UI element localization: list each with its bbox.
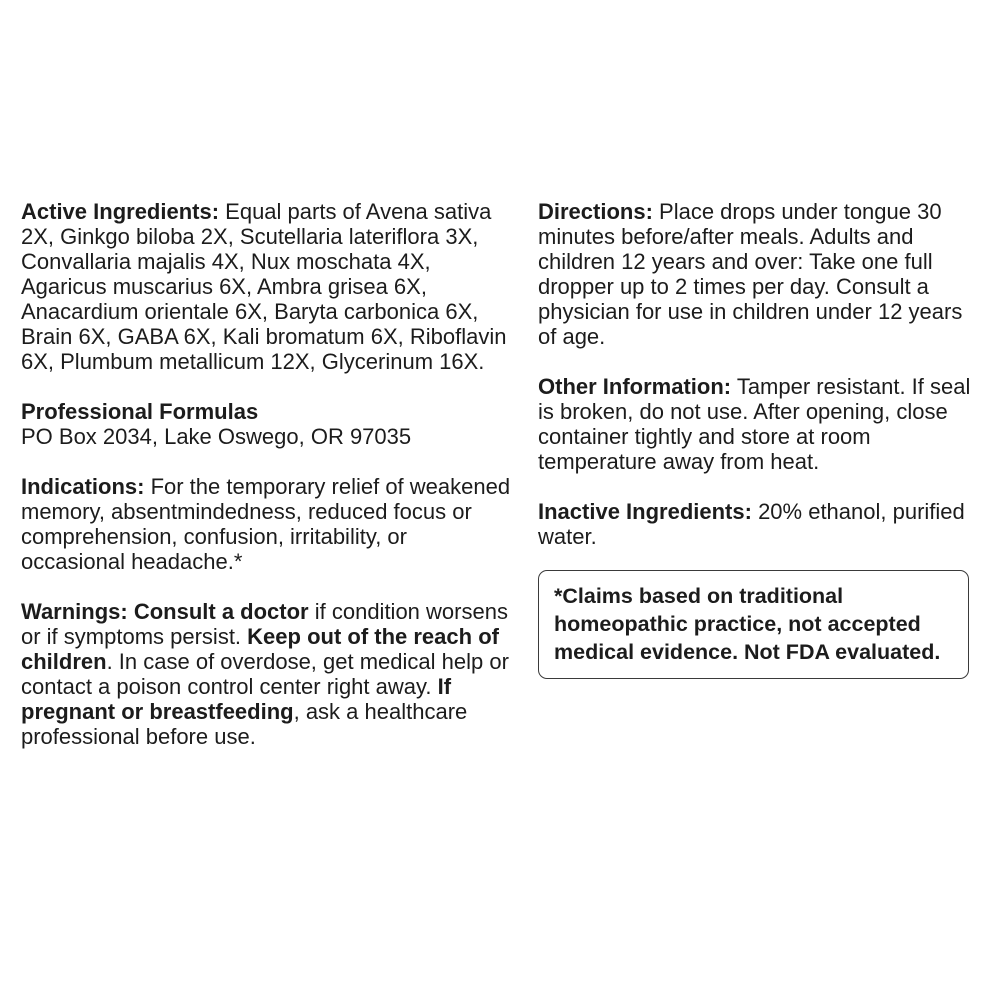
- indications-section: [21, 474, 513, 574]
- warnings-children-bold: Keep out of the reach of children: [21, 624, 499, 674]
- company-name-text: Professional Formulas: [21, 399, 259, 424]
- active-ingredients-label: Active Ingredients:: [21, 199, 220, 224]
- directions-label: Directions:: [538, 199, 653, 224]
- indications-text: For the temporary relief of weakened memory, absentmindedness, reduced focus or comprehension, confusion, irritability, or occasional headache.*: [21, 474, 511, 574]
- other-information-paragraph: [538, 374, 978, 474]
- company-section: [21, 399, 513, 449]
- active-ingredients-section: [21, 199, 513, 374]
- directions-paragraph: [538, 199, 978, 349]
- other-information-label: Other Information:: [538, 374, 732, 399]
- claims-notice-box: *Claims based on traditional homeopathic practice, not accepted medical evidence. Not FDA evaluated.: [538, 570, 969, 679]
- inactive-ingredients-label: Inactive Ingredients:: [538, 499, 752, 524]
- warnings-text-1: if condition worsens or if symptoms persist.: [21, 599, 508, 649]
- active-ingredients-text: Equal parts of Avena sativa 2X, Ginkgo biloba 2X, Scutellaria lateriflora 3X, Convallaria majalis 4X, Nux moschata 4X, Agaricus muscarius 6X, Ambra grisea 6X, Anacardium orientale 6X, Baryta carbonica 6X, Brain 6X, GABA 6X, Kali bromatum 6X, Riboflavin 6X, Plumbum metallicum 12X, Glycerinum 16X.: [21, 199, 507, 374]
- company-address: PO Box 2034, Lake Oswego, OR 97035: [21, 424, 412, 449]
- warnings-section: [21, 599, 513, 749]
- inactive-ingredients-section: [538, 499, 978, 549]
- warnings-pregnant-bold: If pregnant or breastfeeding: [21, 674, 452, 724]
- directions-section: [538, 199, 978, 349]
- company-name: [21, 399, 513, 424]
- inactive-ingredients-text: 20% ethanol, purified water.: [538, 499, 965, 549]
- left-column: [21, 199, 513, 774]
- active-ingredients-paragraph: [21, 199, 513, 374]
- inactive-ingredients-paragraph: [538, 499, 978, 549]
- directions-text: Place drops under tongue 30 minutes before/after meals. Adults and children 12 years and over: Take one full dropper up to 2 times per day. Consult a physician for use in children under 12 years of age.: [538, 199, 963, 349]
- other-information-text: Tamper resistant. If seal is broken, do not use. After opening, close container tightly and store at room temperature away from heat.: [538, 374, 971, 474]
- right-column: [538, 199, 978, 679]
- warnings-label: Warnings: Consult a doctor: [21, 599, 309, 624]
- warnings-text-2: . In case of overdose, get medical help or contact a poison control center right away.: [21, 649, 509, 699]
- warnings-text-3: , ask a healthcare professional before use.: [21, 699, 468, 749]
- indications-label: Indications:: [21, 474, 145, 499]
- other-information-section: [538, 374, 978, 474]
- indications-paragraph: [21, 474, 513, 574]
- warnings-paragraph: [21, 599, 513, 749]
